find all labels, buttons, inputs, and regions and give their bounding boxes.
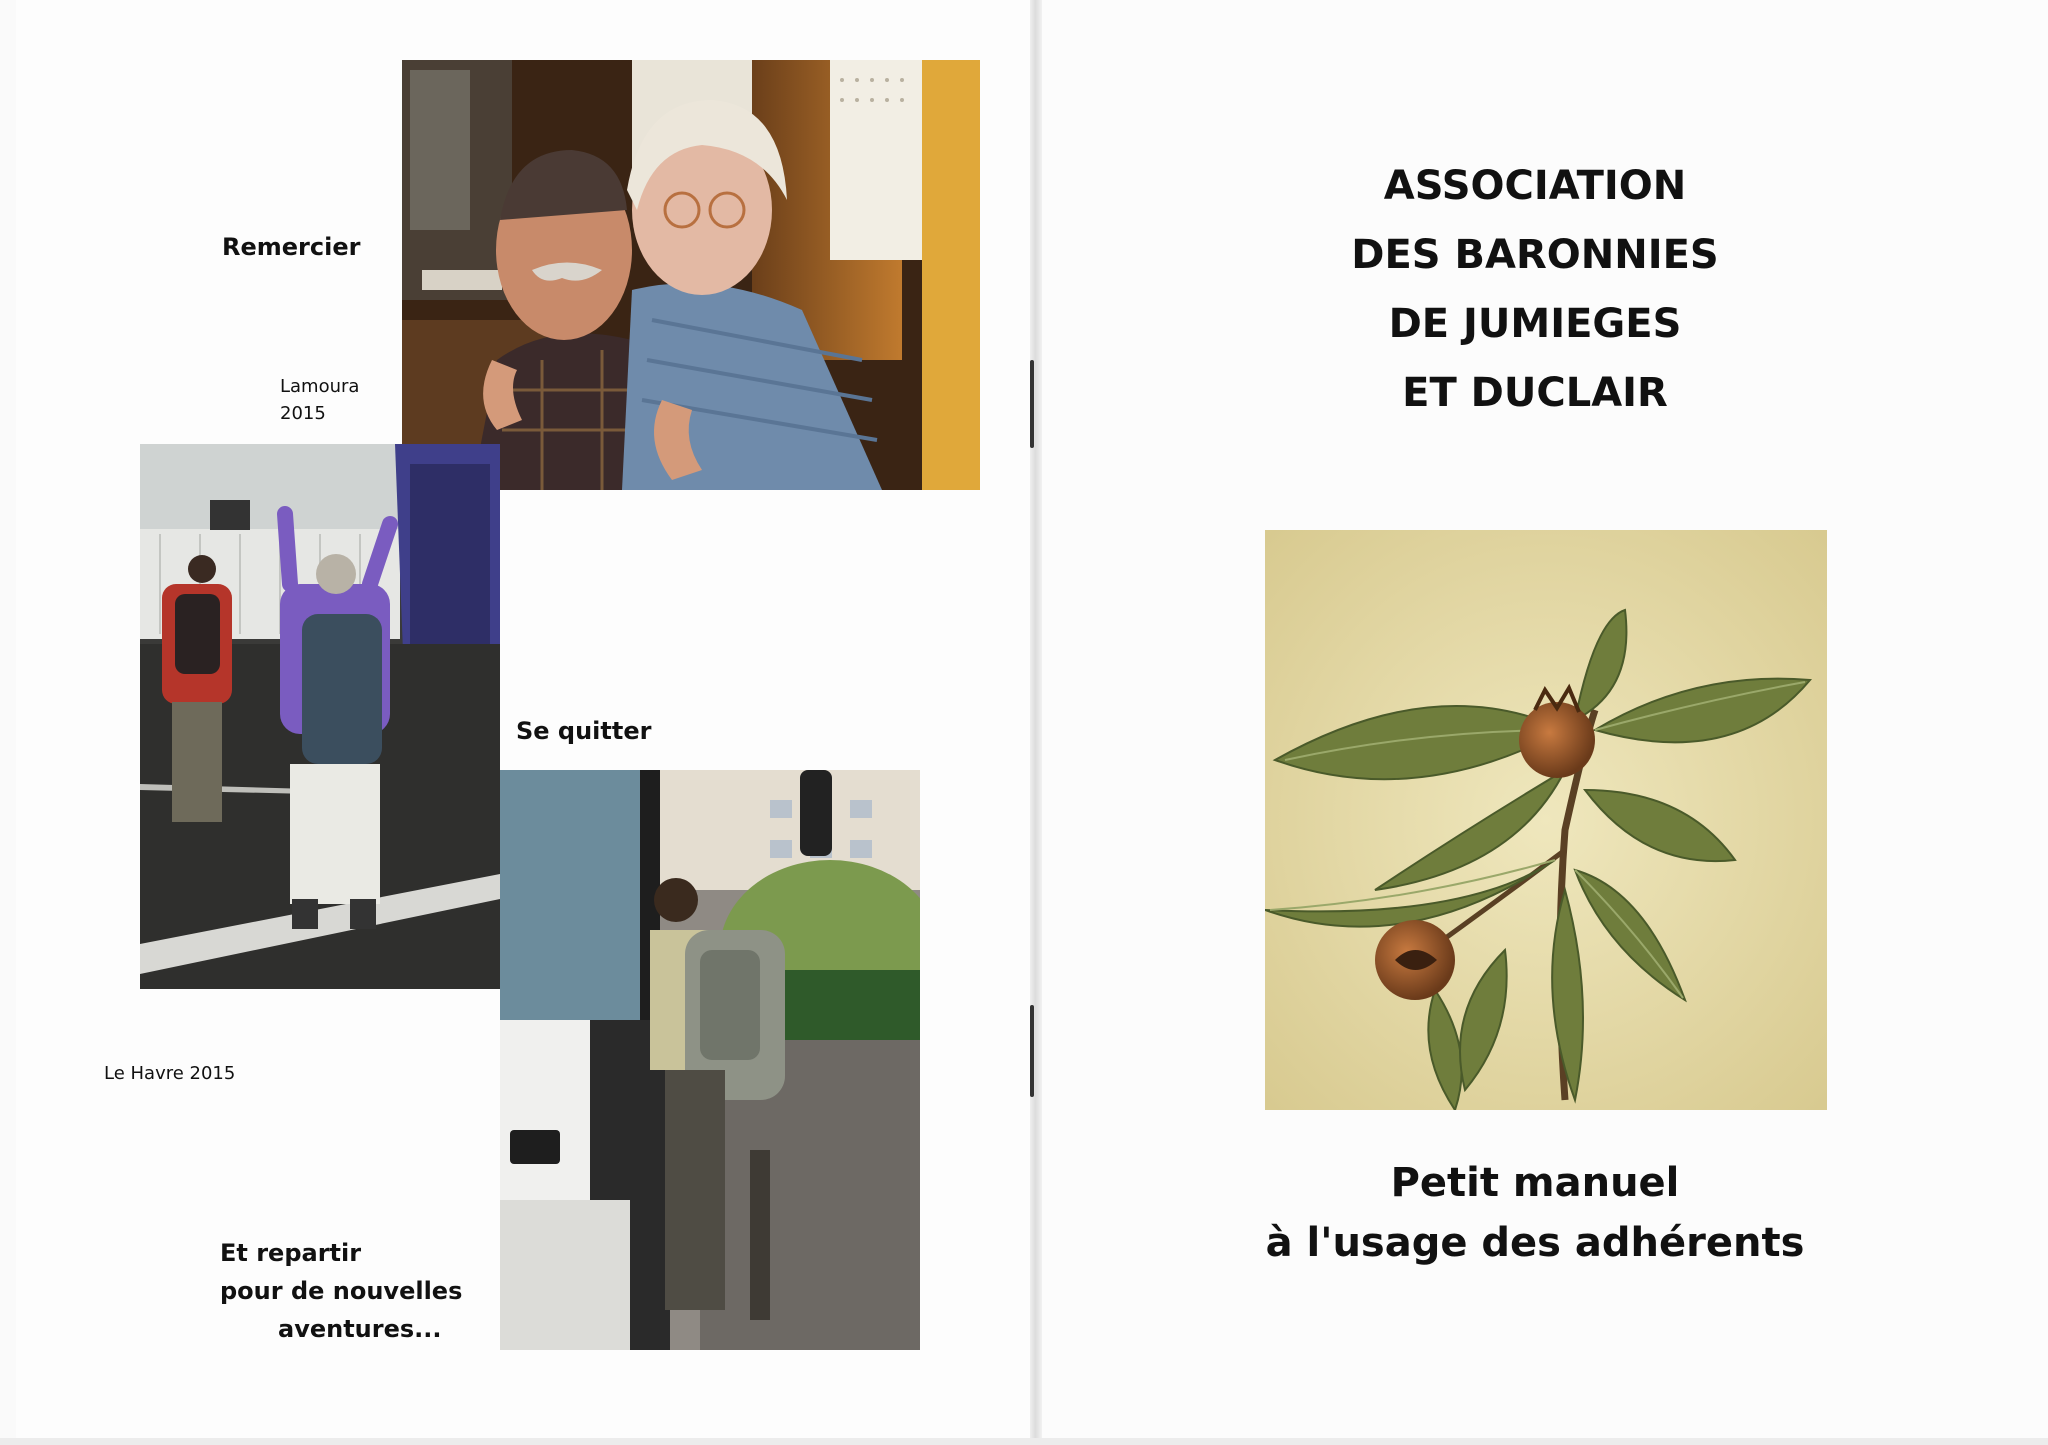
staple-bottom — [1030, 1005, 1034, 1097]
photo-waving-image — [140, 444, 500, 989]
caption-lamoura-year: 2015 — [280, 403, 326, 424]
medlar-illustration-image — [1265, 530, 1827, 1110]
photo-bus-image — [500, 770, 920, 1350]
photo-waving — [140, 444, 500, 989]
caption-lamoura-place: Lamoura — [280, 376, 360, 397]
photo-bus — [500, 770, 920, 1350]
title-line-3: DE JUMIEGES — [1388, 301, 1682, 347]
page-bottom-edge — [0, 1438, 2048, 1445]
caption-repartir-line1: Et repartir — [220, 1239, 362, 1267]
manual-subtitle — [1240, 1153, 1830, 1273]
title-line-2: DES BARONNIES — [1351, 232, 1719, 278]
caption-remercier: Remercier — [222, 233, 361, 261]
photo-couple — [402, 60, 980, 490]
photo-couple-image — [402, 60, 980, 490]
caption-le-havre: Le Havre 2015 — [104, 1063, 236, 1084]
staple-top — [1030, 360, 1034, 448]
subtitle-line-1: Petit manuel — [1390, 1160, 1680, 1206]
caption-repartir-line2: pour de nouvelles — [220, 1277, 463, 1305]
title-line-4: ET DUCLAIR — [1402, 370, 1668, 416]
illustration-medlar — [1265, 530, 1827, 1110]
association-title — [1320, 152, 1750, 428]
center-fold — [1030, 0, 1042, 1440]
title-line-1: ASSOCIATION — [1383, 163, 1687, 209]
subtitle-line-2: à l'usage des adhérents — [1265, 1220, 1805, 1266]
caption-se-quitter: Se quitter — [516, 717, 652, 745]
caption-repartir-line3: aventures... — [278, 1315, 442, 1343]
